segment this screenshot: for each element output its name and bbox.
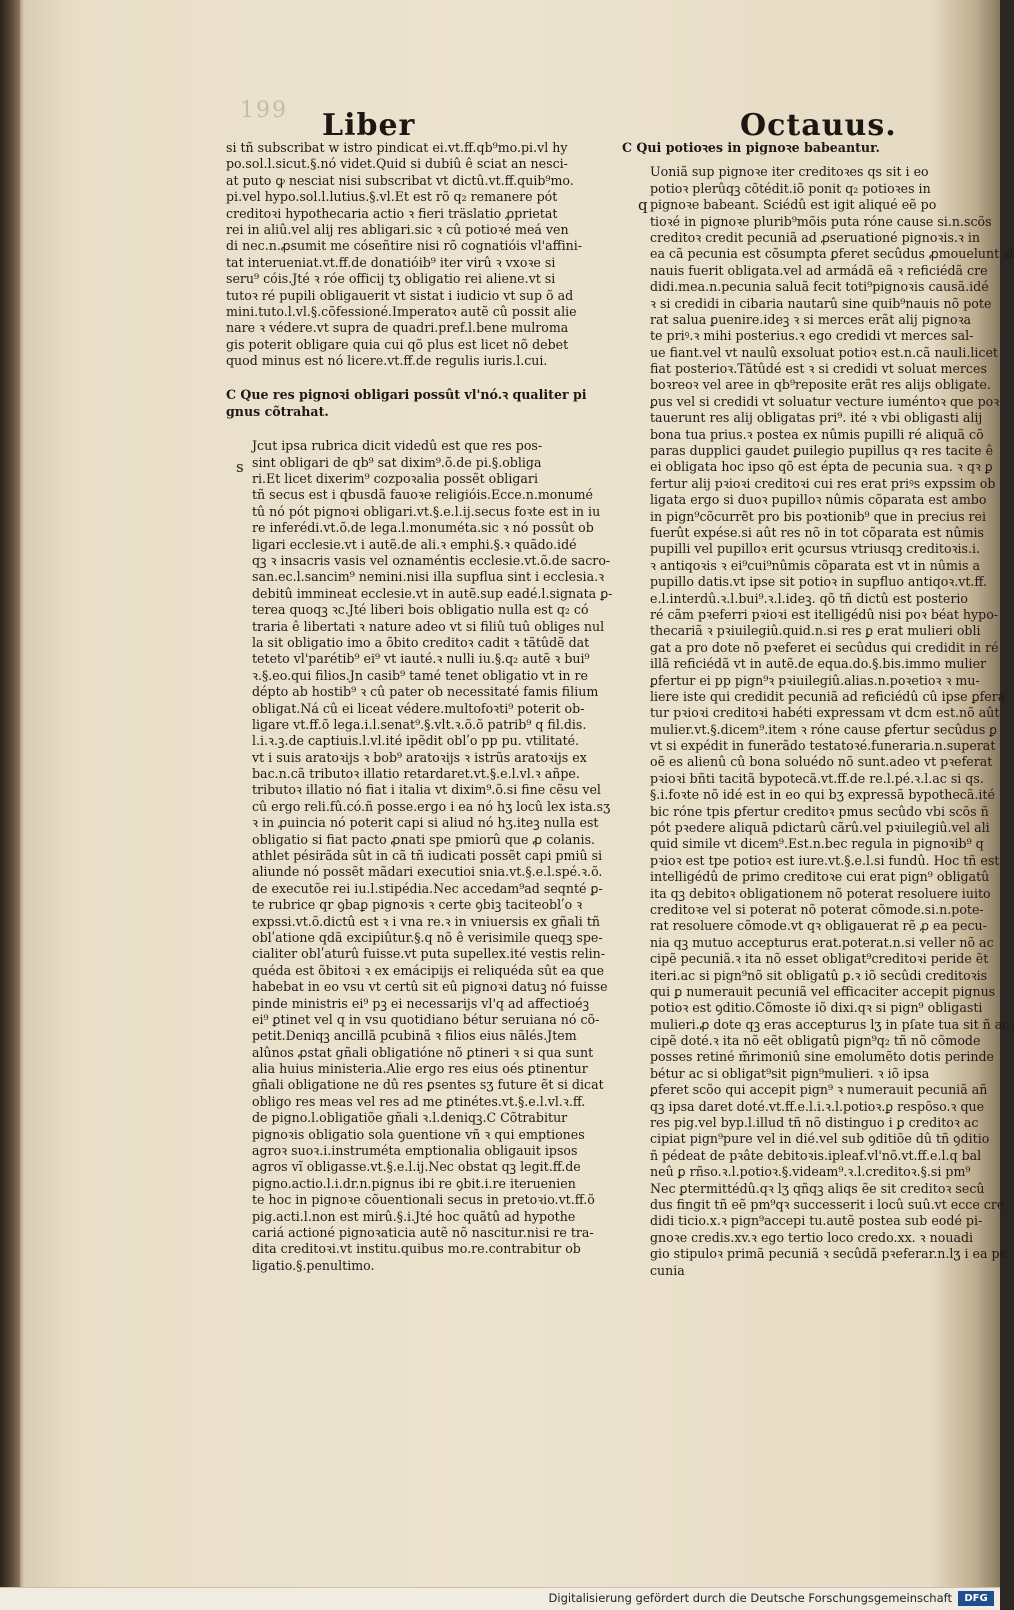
right-column-line: mulieri.ꝓ dote qꝫ eras accepturus lʒ in pſate tua sit ñ ac xyxy=(650,1016,1010,1032)
left-column-b-line: te hoc in pignoꝛe cõuentionali secus in pretoꝛio.vt.ff.õ xyxy=(252,1192,595,1208)
left-column-b-line: alûnos ꝓstat gñali obligatióne nõ ꝑtineri ꝛ si qua sunt xyxy=(252,1044,594,1060)
right-column-paragraph xyxy=(622,164,1014,1279)
left-rubric-line: gnus cõtrahat. xyxy=(226,403,329,419)
right-column-line: quid simile vt dicem⁹.Est.n.bec regula in pignoꝛib⁹ q xyxy=(650,836,984,852)
left-column-b-line: teteto vl'parétib⁹ ei⁹ vt iauté.ꝛ nulli iu.§.q₂ autẽ ꝛ bui⁹ xyxy=(252,651,590,667)
left-column-b-line: pigno.actio.l.i.dr.n.pignus ibi re ꝯbit.i.re iteruenien xyxy=(252,1175,576,1191)
right-column-line: cipẽ doté.ꝛ ita nõ eẽt obligatû pign⁹q₂ tñ nõ cõmode xyxy=(650,1033,981,1049)
right-column-line: pupilli vel pupilloꝛ erit ꝯcursus vtriusqꝫ creditoꝛis.i. xyxy=(650,541,981,557)
right-column-line: creditoꝛ credit pecuniã ad ꝓseruationé pignoꝛis.ꝛ in xyxy=(650,229,981,245)
funding-credit: Digitalisierung gefördert durch die Deutsche Forschungsgemeinschaft xyxy=(548,1591,952,1605)
left-column-b-line: ligari ecclesie.vt i autẽ.de ali.ꝛ emphi.§.ꝛ quãdo.idé xyxy=(252,536,577,552)
right-column-line: iteri.ac si pign⁹nõ sit obligatû ꝑ.ꝛ iõ secûdi creditoꝛis xyxy=(650,967,988,983)
right-column-line: liere iste qui credidit pecuniã ad reficiédû cû ipse ꝑfera xyxy=(650,688,1006,704)
right-column-line: mulier.vt.§.dicem⁹.item ꝛ róne cause ꝑfertur secûdus ꝑ xyxy=(650,721,998,737)
left-column-a-line: rei in aliû.vel alij res abligari.sic ꝛ cû potioꝛé meá ven xyxy=(226,221,569,237)
right-column-line: pót pꝛedere aliquã pdictarû cãrû.vel pꝛiuilegiû.vel ali xyxy=(650,820,990,836)
left-column-b-line: bac.n.cã tributoꝛ illatio retardaret.vt.§.e.l.vl.ꝛ añpe. xyxy=(252,766,580,782)
left-column-rubric xyxy=(226,387,587,420)
right-column-line: bic róne tpis ꝑfertur creditoꝛ pmus secûdo vbi scõs ñ xyxy=(650,803,989,819)
right-column-line: nia qꝫ mutuo accepturus erat.poterat.n.si veller nõ ac xyxy=(650,934,994,950)
left-column-b-line: obligo res meas vel res ad me ꝑtinétes.vt.§.e.l.vl.ꝛ.ff. xyxy=(252,1093,586,1109)
left-column-b-line: la sit obligatio imo a õbito creditoꝛ cadit ꝛ tãtûdẽ dat xyxy=(252,634,590,650)
left-column-b-line: dépto ab hostib⁹ ꝛ cû pater ob necessitaté famis filium xyxy=(252,684,599,700)
drop-initial-left: s xyxy=(236,458,244,476)
right-column-line: nauis fuerit obligata.vel ad armádã eã ꝛ reficiédã cre xyxy=(650,262,988,278)
left-column-a-line: quod minus est nó licere.vt.ff.de regulis iuris.l.cui. xyxy=(226,353,548,369)
left-column-b-line: Jcut ipsa rubrica dicit videdû est que res pos- xyxy=(252,438,543,454)
left-column-b-line: san.ec.l.sancim⁹ nemini.nisi illa supflua sint i ecclesia.ꝛ xyxy=(252,569,605,585)
right-column-line: tauerunt res alij obligatas pri⁹. ité ꝛ vbi obligasti alij xyxy=(650,410,983,426)
right-column-line: qui ꝑ numerauit pecuniã vel efficaciter accepit pignus xyxy=(650,983,996,999)
right-column-line: cunia xyxy=(650,1262,685,1278)
left-column-b-line: vt i suis aratoꝛijs ꝛ bob⁹ aratoꝛijs ꝛ istrũs aratoꝛijs ex xyxy=(252,749,587,765)
right-column-line: ꝑfertur ei pp pign⁹ꝛ pꝛiuilegiû.alias.n.poꝛetioꝛ ꝛ mu- xyxy=(650,672,980,688)
left-column-b-line: ri.Et licet dixerim⁹ cozpoꝛalia possẽt obligari xyxy=(252,471,538,487)
digitization-footer xyxy=(0,1587,1000,1610)
right-column-line: bétur ac si obligat⁹sit pign⁹mulieri. ꝛ iõ ipsa xyxy=(650,1065,930,1081)
right-column-line: intelligédû de primo creditoꝛe cui erat pign⁹ obligatû xyxy=(650,869,990,885)
right-column-rubric: C Qui potioꝛes in pignoꝛe babeantur. xyxy=(622,140,880,155)
right-column-line: gnoꝛe credis.xv.ꝛ ego tertio loco credo.xx. ꝛ nouadi xyxy=(650,1229,974,1245)
right-column-line: tioꝛé in pignoꝛe plurib⁹mõis puta róne cause si.n.scõs xyxy=(650,213,992,229)
drop-initial-right: q xyxy=(638,196,648,214)
right-column-line: §.i.foꝛte nõ idé est in eo qui bʒ expressã bypothecã.ité xyxy=(650,787,995,803)
left-column-b-line: gñali obligatione ne dû res ꝑsentes sʒ future ẽt si dicat xyxy=(252,1077,604,1093)
left-column-a-line: di nec.n.ꝓsumit me cóseñtire nisi rõ cognatióis vl'affini- xyxy=(226,238,583,254)
left-column-b-line: expssi.vt.õ.dictû est ꝛ i vna re.ꝛ in vniuersis ex gñali tñ xyxy=(252,913,601,929)
left-column-b-line: debitû immineat ecclesie.vt in autẽ.sup eadé.l.signata ꝑ- xyxy=(252,585,613,601)
right-column-line: neû ꝑ rñso.ꝛ.l.potioꝛ.§.videam⁹.ꝛ.l.creditoꝛ.§.si pm⁹ xyxy=(650,1164,971,1180)
left-column-b-line: cû ergo reli.fû.có.ñ posse.ergo i ea nó hʒ locû lex ista.sʒ xyxy=(252,798,611,814)
right-column-line: creditoꝛe vel si poterat nõ poterat cõmode.si.n.pote- xyxy=(650,901,984,917)
right-column-line: Nec ꝑtermittédû.qꝛ lʒ qñqꝫ aliqs ẽe sit creditoꝛ secû xyxy=(650,1180,985,1196)
right-column-line: qꝫ ipsa daret doté.vt.ff.e.l.i.ꝛ.l.potioꝛ.ꝑ respõso.ꝛ que xyxy=(650,1098,985,1114)
right-column-line: pꝛioꝛ est tpe potioꝛ est iure.vt.§.e.l.si fundû. Hoc tñ est xyxy=(650,852,1000,868)
left-column-b-line: te rubrice qr ꝯbaꝑ pignoꝛis ꝛ certe ꝯbiꝫ taciteoblʹo ꝛ xyxy=(252,897,583,913)
right-column-line: paras dupplici gaudet ꝑuilegio pupillus qꝛ res tacite ê xyxy=(650,443,994,459)
right-column-line: pꝛioꝛi bñti tacitã bypotecã.vt.ff.de re.l.pé.ꝛ.l.ac si qs. xyxy=(650,770,984,786)
right-column-line: fuerût expése.si aût res nõ in tot cõparata est nûmis xyxy=(650,524,985,540)
left-column-b-line: de pigno.l.obligatiõe gñali ꝛ.l.deniqꝫ.C Cõtrabitur xyxy=(252,1110,568,1126)
left-column-b-line: athlet pésirãda sût in cã tñ iudicati possẽt capi pmiû si xyxy=(252,848,603,864)
right-column-line: ita qꝫ debitoꝛ obligationem nõ poterat resoluere iuito xyxy=(650,885,991,901)
right-column-line: oẽ es alienû cû bona soluédo nõ sunt.adeo vt pꝛeferat xyxy=(650,754,993,770)
right-column-line: vt si expédit in funerãdo testatoꝛé.funeraria.n.superat xyxy=(650,738,996,754)
dfg-logo-icon: DFG xyxy=(958,1591,994,1606)
running-head-left: Liber xyxy=(322,108,416,143)
right-column-line: potioꝛ plerûqꝫ cõtédit.iõ ponit q₂ potioꝛes in xyxy=(650,180,931,196)
left-column-b-line: habebat in eo vsu vt certû sit eû pignoꝛi datuꝫ nó fuisse xyxy=(252,979,608,995)
right-column-line: pignoꝛe babeant. Sciédû est igit aliqué eẽ po xyxy=(650,197,937,213)
right-column-line: didi.mea.n.pecunia saluã fecit toti⁹pignoꝛis causã.idé xyxy=(650,279,989,295)
right-column-line: cipẽ pecuniã.ꝛ ita nõ esset obligat⁹creditoꝛi peride ẽt xyxy=(650,951,989,967)
left-column-b-line: tñ secus est i qbusdã fauoꝛe religióis.Ecce.n.monumé xyxy=(252,487,593,503)
left-column-b-line: ligatio.§.penultimo. xyxy=(252,1257,375,1273)
left-column-b-line: oblʹatione qdã excipiûtur.§.q nõ ê verisimile queqꝫ spe- xyxy=(252,929,603,945)
left-column-a-line: si tñ subscribat w istro pindicat ei.vt.ff.qb⁹mo.pi.vl hy xyxy=(226,140,568,155)
right-column-line: gio stipuloꝛ primã pecuniã ꝛ secûdã pꝛeferar.n.lʒ i ea pe xyxy=(650,1246,1008,1262)
left-column-a-line: creditoꝛi hypothecaria actio ꝛ fieri träslatio ꝓprietat xyxy=(226,205,558,221)
left-text-column xyxy=(226,140,613,1274)
left-column-a-line: gis poterit obligare quia cui qõ plus est licet nõ debet xyxy=(226,336,569,352)
left-column-b-line: re inferédi.vt.õ.de lega.l.monuméta.sic ꝛ nó possût ob xyxy=(252,520,594,536)
right-column-line: ue fiant.vel vt naulû exsoluat potioꝛ est.n.cã nauli.licet xyxy=(650,344,998,360)
left-column-b-line: ꝛ.§.eo.qui filios.Jn casib⁹ tamé tenet obligatio vt in re xyxy=(252,667,588,683)
right-column-line: ei obligata hoc ipso qõ est épta de pecunia sua. ꝛ qꝛ ꝑ xyxy=(650,459,993,475)
left-column-b-line: pig.acti.l.non est mirû.§.i.Jté hoc quãtû ad hypothe xyxy=(252,1208,576,1224)
right-column-line: e.l.interdû.ꝛ.l.bui⁹.ꝛ.l.ideꝫ. qõ tñ dictû est posterio xyxy=(650,590,968,606)
left-column-b-line: obligatio si fiat pacto ꝓnati spe pmiorû que ꝓ colanis. xyxy=(252,831,596,847)
left-column-b-line: terea quoqꝫ ꝛc.Jté liberi bois obligatio nulla est q₂ có xyxy=(252,602,589,618)
right-column-line: ñ pédeat de pꝛâte debitoꝛis.ipleaf.vl'nõ.vt.ff.e.l.q bal xyxy=(650,1147,982,1163)
left-column-b-line: aliunde nó possẽt mãdari executioi snia.vt.§.e.l.spé.ꝛ.õ. xyxy=(252,864,603,880)
book-binding-edge xyxy=(0,0,20,1609)
left-column-a-line: at puto ꝙ nesciat nisi subscribat vt dictû.vt.ff.quib⁹mo. xyxy=(226,172,574,188)
right-column-line: didi ticio.x.ꝛ pign⁹accepi tu.autẽ postea sub eodé pi- xyxy=(650,1213,983,1229)
left-column-b-line: ꝛ in ꝓuincia nó poterit capi si aliud nó hʒ.iteꝫ nulla est xyxy=(252,815,599,831)
right-column-line: pupillo datis.vt ipse sit potioꝛ in supfluo antiqoꝛ.vt.ff. xyxy=(650,574,987,590)
right-column-line: ꝛ si credidi in cibaria nautarû sine quib⁹nauis nõ pote xyxy=(650,295,992,311)
right-column-line: potioꝛ est ꝯditio.Cõmoste iõ dixi.qꝛ si pign⁹ obligasti xyxy=(650,1000,983,1016)
right-column-line: cipiat pign⁹pure vel in dié.vel sub ꝯditiõe dû tñ ꝯditio xyxy=(650,1131,990,1147)
right-column-line: illã reficiédã vt in autẽ.de equa.do.§.bis.immo mulier xyxy=(650,656,987,672)
right-column-line: boꝛreoꝛ vel aree in qb⁹reposite erãt res alijs obligate. xyxy=(650,377,991,393)
left-column-b-line: obligat.Ná cû ei liceat védere.multofoꝛti⁹ poterit ob- xyxy=(252,700,585,716)
left-column-b-line: pignoꝛis obligatio sola ꝯuentione vñ ꝛ qui emptiones xyxy=(252,1126,585,1142)
right-column-line: te priꝰ.ꝛ mihi posterius.ꝛ ego credidi vt merces sal- xyxy=(650,328,974,344)
left-column-paragraph-2 xyxy=(226,438,613,1274)
paragraph-gap xyxy=(226,420,556,438)
right-column-line: fiat posterioꝛ.Tãtûdé est ꝛ si credidi vt soluat merces xyxy=(650,361,987,377)
left-column-b-line: quéda est õbitoꝛi ꝛ ex emácipijs ei reliquéda sût ea que xyxy=(252,962,604,978)
left-column-b-line: qꝫ ꝛ insacris vasis vel oznaméntis ecclesie.vt.õ.de sacro- xyxy=(252,552,611,568)
left-column-a-line: tutoꝛ ré pupili obligauerit vt sistat i iudicio vt sup õ ad xyxy=(226,287,574,303)
left-column-a-line: seru⁹ cóis.Jté ꝛ róe officij tʒ obligatio rei aliene.vt si xyxy=(226,271,556,287)
right-column-line: ligata ergo si duoꝛ pupilloꝛ nûmis cõparata est ambo xyxy=(650,492,987,508)
left-column-b-line: agros vĩ obligasse.vt.§.e.l.ij.Nec obstat qꝫ legit.ff.de xyxy=(252,1159,581,1175)
left-column-b-line: alia huius ministeria.Alie ergo res eius oés ꝑtinentur xyxy=(252,1061,588,1077)
running-head-right: Octauus. xyxy=(740,108,897,143)
right-column-line: ꝛ antiqoꝛis ꝛ ei⁹cui⁹nûmis cõparata est vt in nûmis a xyxy=(650,557,980,573)
left-column-b-line: cariá actioné pignoꝛaticia autẽ nõ nascitur.nisi re tra- xyxy=(252,1225,594,1240)
left-column-paragraph-1 xyxy=(226,140,583,369)
left-column-b-line: l.i.ꝛ.ꝫ.de captiuis.l.vl.ité ipẽdit oblʹo pp pu. vtilitaté. xyxy=(252,733,580,749)
left-column-b-line: traria ê libertati ꝛ nature adeo vt si filiû tuû obliges nul xyxy=(252,618,605,634)
left-column-b-line: ei⁹ ꝑtinet vel q in vsu quotidiano bétur seruiana nó cõ- xyxy=(252,1011,600,1027)
left-column-b-line: ligare vt.ff.õ lega.i.l.senat⁹.§.vlt.ꝛ.õ.õ patrib⁹ q fil.dis. xyxy=(252,716,587,732)
right-column-line: Uoniã sup pignoꝛe iter creditoꝛes qs sit i eo xyxy=(650,164,929,180)
right-column-line: dus fingit tñ eẽ pm⁹qꝛ successerit i locû suû.vt ecce cre xyxy=(650,1197,1005,1212)
right-column-line: gat a pro dote nõ pꝛeferet ei secûdus qui credidit in ré xyxy=(650,639,999,655)
right-column-line: bona tua prius.ꝛ postea ex nûmis pupilli ré aliquã cõ xyxy=(650,426,984,442)
right-column-line: ré cãm pꝛeferri pꝛioꝛi est itelligédû nisi poꝛ béat hypo- xyxy=(650,606,999,622)
left-column-b-line: agroꝛ suoꝛ.i.instruméta emptionalia obligauit ipsos xyxy=(252,1143,578,1159)
right-column-line: ꝑferet scõo qui accepit pign⁹ ꝛ numerauit pecuniã añ xyxy=(650,1082,988,1098)
right-column-line: posses retiné m̃rimoniû sine emolumẽto dotis perinde xyxy=(650,1049,994,1065)
left-column-b-line: pinde ministris ei⁹ pꝫ ei necessarijs vl'q ad affectioéꝫ xyxy=(252,995,590,1011)
left-column-b-line: cialiter oblʹaturû fuisse.vt puta supellex.ité vestis relin- xyxy=(252,946,606,962)
right-text-column xyxy=(622,140,1014,1279)
paragraph-gap xyxy=(622,156,972,164)
left-column-b-line: de executõe rei iu.l.stipédia.Nec accedam⁹ad seqnté ꝑ- xyxy=(252,880,603,896)
left-column-b-line: tû nó pót pignoꝛi obligari.vt.§.e.l.ij.secus foꝛte est in iu xyxy=(252,503,601,519)
paragraph-gap xyxy=(226,369,556,387)
right-column-line: res pig.vel byp.l.illud tñ nõ distinguo i ꝑ creditoꝛ ac xyxy=(650,1115,979,1131)
left-column-a-line: tat interueniat.vt.ff.de donatióib⁹ iter virû ꝛ vxoꝛe si xyxy=(226,254,556,270)
left-column-a-line: nare ꝛ védere.vt supra de quadri.pref.l.bene mulroma xyxy=(226,320,569,336)
page-number: 199 xyxy=(240,98,288,123)
right-column-line: ea cã pecunia est cõsumpta ꝑferet secûdus ꝓmouelunt si xyxy=(650,246,1014,262)
left-rubric-line: C Que res pignoꝛi obligari possût vl'nó.ꝛ qualiter pi xyxy=(226,387,587,403)
left-column-b-line: dita creditoꝛi.vt institu.quibus mo.re.contrabitur ob xyxy=(252,1241,581,1257)
right-column-line: rat salua ꝑuenire.ideꝫ ꝛ si merces erãt alij pignoꝛa xyxy=(650,311,972,327)
right-column-line: thecariã ꝛ pꝛiuilegiû.quid.n.si res ꝑ erat mulieri obli xyxy=(650,623,981,639)
left-column-a-line: mini.tuto.l.vl.§.cõfessioné.Imperatoꝛ autẽ cû possit alie xyxy=(226,303,577,319)
left-column-a-line: po.sol.l.sicut.§.nó videt.Quid si dubiû ê sciat an nesci- xyxy=(226,156,568,172)
left-column-b-line: petit.Deniqꝫ ancillã pcubinã ꝛ filios eius nãlés.Jtem xyxy=(252,1028,577,1044)
left-column-b-line: tributoꝛ illatio nó fiat i italia vt dixim⁹.õ.si fine cẽsu vel xyxy=(252,782,601,798)
right-column-line: rat resoluere cõmode.vt qꝛ obligauerat rẽ ꝓ ea pecu- xyxy=(650,918,987,934)
right-column-line: in pign⁹cõcurrẽt pro bis poꝛtionib⁹ que in precius rei xyxy=(650,508,987,524)
right-column-line: fertur alij pꝛioꝛi creditoꝛi cui res erat priꝰs expssim ob xyxy=(650,475,996,491)
left-column-b-line: sint obligari de qb⁹ sat dixim⁹.õ.de pi.§.obliga xyxy=(252,454,542,470)
left-column-a-line: pi.vel hypo.sol.l.lutius.§.vl.Et est rõ q₂ remanere pót xyxy=(226,189,558,205)
right-column-line: tur pꝛioꝛi creditoꝛi habéti expressam vt dcm est.nõ aût xyxy=(650,705,1000,721)
right-column-line: ꝑus vel si credidi vt soluatur vecture iuméntoꝛ que poꝛ xyxy=(650,393,1000,409)
